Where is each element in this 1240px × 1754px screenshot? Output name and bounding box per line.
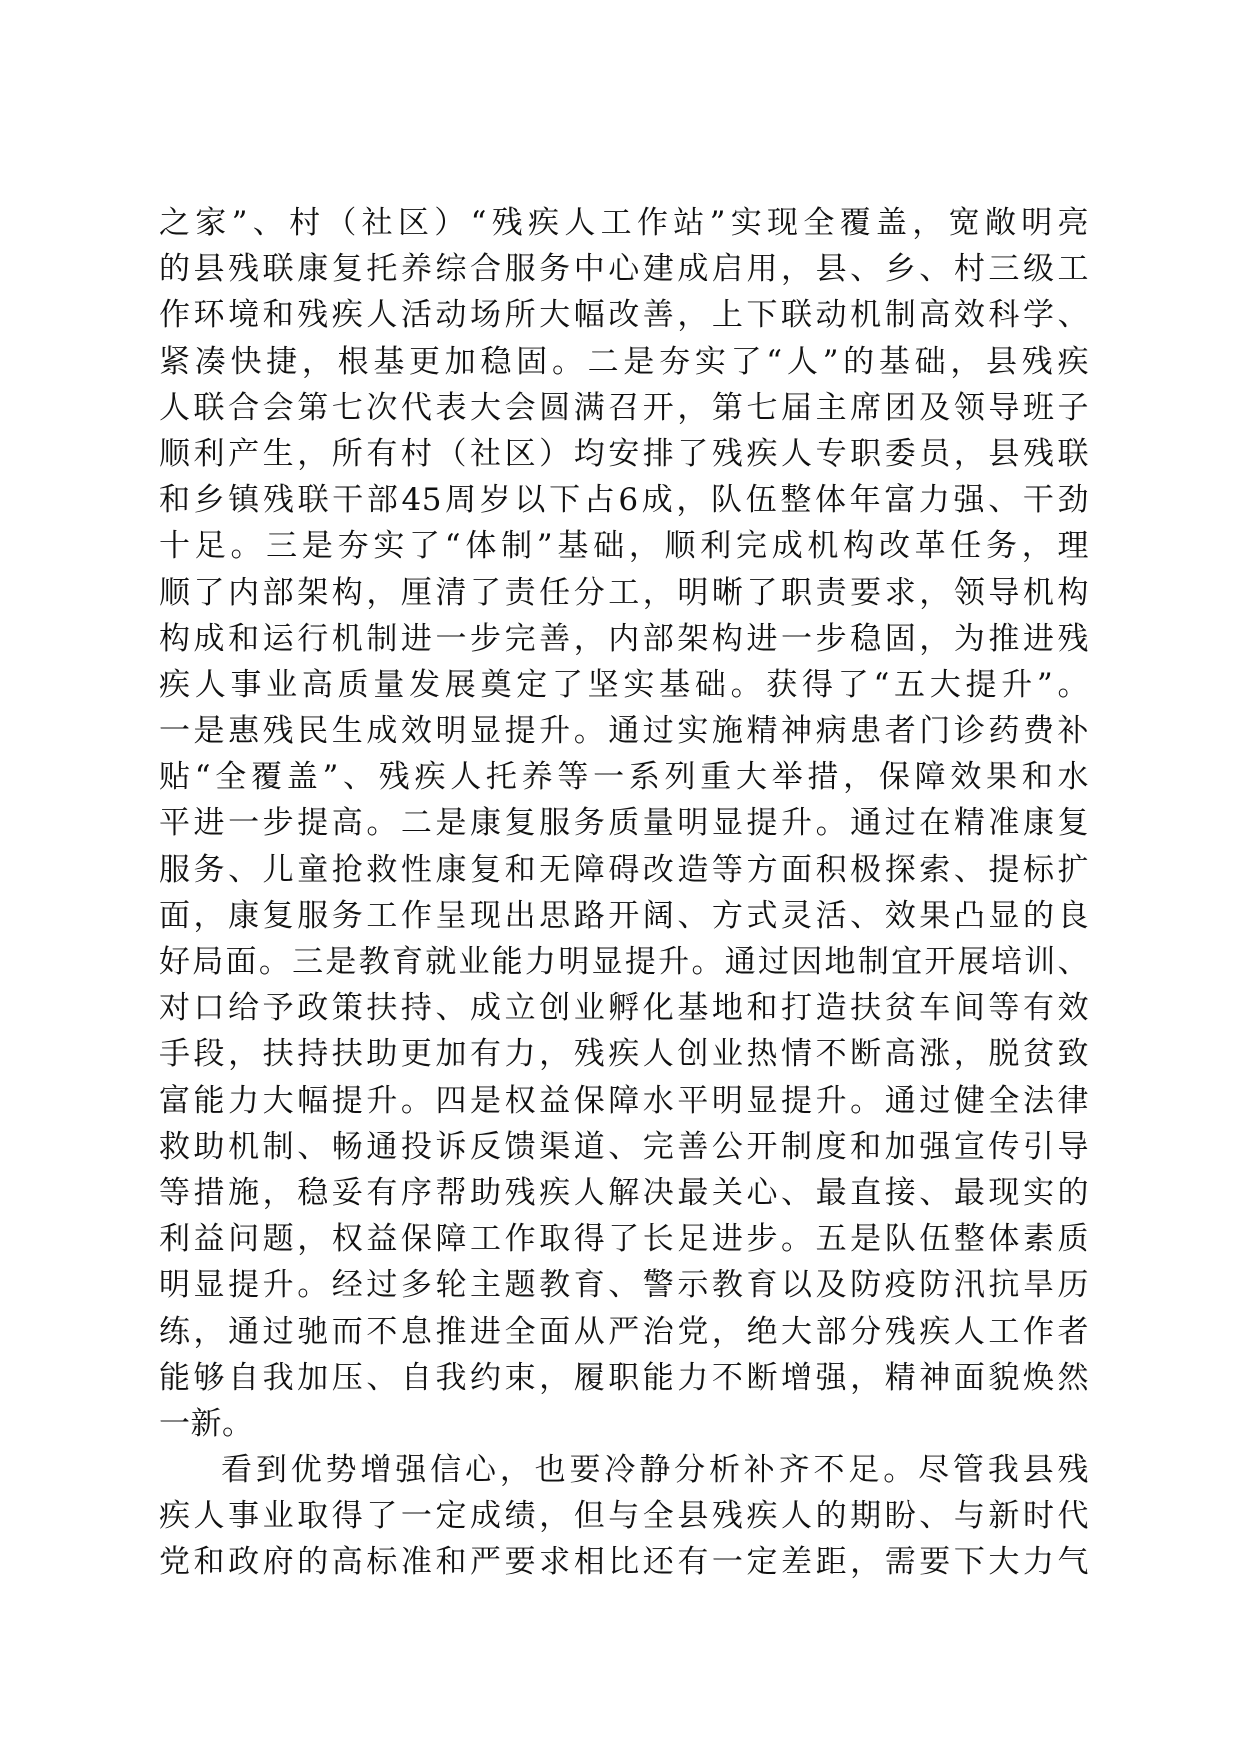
text-line: 练，通过驰而不息推进全面从严治党，绝大部分残疾人工作者 — [159, 1313, 1089, 1350]
text-line: 利益问题，权益保障工作取得了长足进步。五是队伍整体素质 — [159, 1221, 1089, 1258]
text-line: 看到优势增强信心，也要冷静分析补齐不足。尽管我县残 — [221, 1452, 1089, 1489]
text-line: 平进一步提高。二是康复服务质量明显提升。通过在精准康复 — [159, 805, 1089, 842]
text-line: 人联合会第七次代表大会圆满召开，第七届主席团及领导班子 — [159, 389, 1089, 426]
text-line: 服务、儿童抢救性康复和无障碍改造等方面积极探索、提标扩 — [159, 851, 1089, 888]
text-line: 一是惠残民生成效明显提升。通过实施精神病患者门诊药费补 — [159, 713, 1089, 750]
text-line: 顺利产生，所有村（社区）均安排了残疾人专职委员，县残联 — [159, 435, 1089, 472]
text-line: 的县残联康复托养综合服务中心建成启用，县、乡、村三级工 — [159, 251, 1089, 288]
body-text — [159, 200, 1089, 1586]
text-line: 富能力大幅提升。四是权益保障水平明显提升。通过健全法律 — [159, 1082, 1089, 1119]
text-line: 好局面。三是教育就业能力明显提升。通过因地制宜开展培训、 — [159, 944, 1089, 980]
text-line: 贴“全覆盖”、残疾人托养等一系列重大举措，保障效果和水 — [159, 759, 1089, 796]
text-line: 能够自我加压、自我约束，履职能力不断增强，精神面貌焕然 — [159, 1359, 1089, 1396]
text-line: 十足。三是夯实了“体制”基础，顺利完成机构改革任务，理 — [159, 528, 1089, 565]
text-line: 紧凑快捷，根基更加稳固。二是夯实了“人”的基础，县残疾 — [159, 343, 1089, 380]
text-line: 救助机制、畅通投诉反馈渠道、完善公开制度和加强宣传引导 — [159, 1128, 1089, 1165]
text-line: 构成和运行机制进一步完善，内部架构进一步稳固，为推进残 — [159, 620, 1089, 657]
text-line: 手段，扶持扶助更加有力，残疾人创业热情不断高涨，脱贫致 — [159, 1036, 1089, 1073]
text-line: 等措施，稳妥有序帮助残疾人解决最关心、最直接、最现实的 — [159, 1174, 1089, 1211]
paragraph-achievements — [159, 200, 1089, 1447]
text-line: 党和政府的高标准和严要求相比还有一定差距，需要下大力气 — [159, 1544, 1089, 1581]
text-line: 疾人事业取得了一定成绩，但与全县残疾人的期盼、与新时代 — [159, 1498, 1089, 1535]
text-line: 对口给予政策扶持、成立创业孵化基地和打造扶贫车间等有效 — [159, 990, 1089, 1027]
text-line: 疾人事业高质量发展奠定了坚实基础。获得了“五大提升”。 — [159, 666, 1089, 703]
text-line: 之家”、村（社区）“残疾人工作站”实现全覆盖，宽敞明亮 — [159, 205, 1089, 241]
paragraph-shortcomings — [159, 1447, 1089, 1586]
text-line: 一新。 — [159, 1405, 254, 1442]
text-line: 作环境和残疾人活动场所大幅改善，上下联动机制高效科学、 — [159, 297, 1089, 334]
text-line: 和乡镇残联干部45周岁以下占6成，队伍整体年富力强、干劲 — [159, 482, 1089, 519]
text-line: 明显提升。经过多轮主题教育、警示教育以及防疫防汛抗旱历 — [159, 1267, 1089, 1304]
text-line: 顺了内部架构，厘清了责任分工，明晰了职责要求，领导机构 — [159, 574, 1089, 611]
text-line: 面，康复服务工作呈现出思路开阔、方式灵活、效果凸显的良 — [159, 897, 1089, 934]
